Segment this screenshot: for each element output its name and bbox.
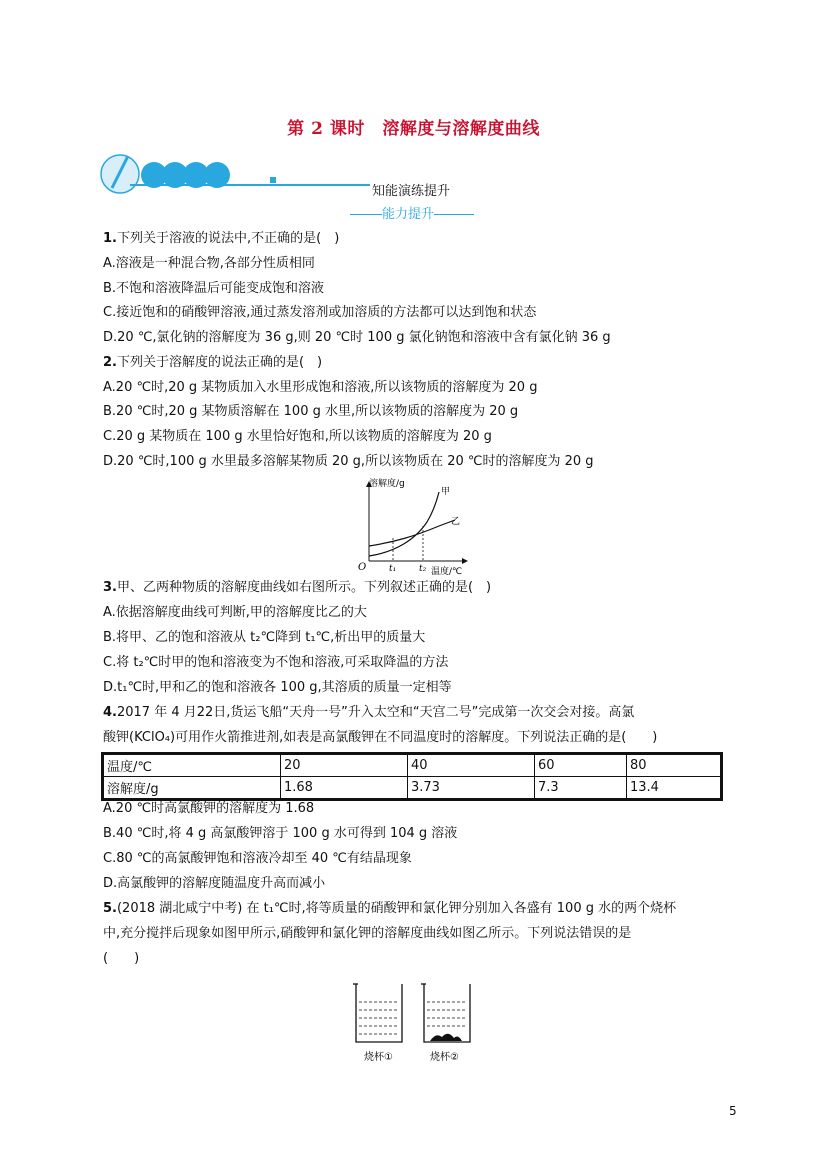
q1-option-a: A.溶液是一种混合物,各部分性质相同: [103, 256, 315, 271]
q1-option-b: B.不饱和溶液降温后可能变成饱和溶液: [103, 281, 325, 296]
page-title: 第 2 课时 溶解度与溶解度曲线: [287, 119, 540, 139]
question-5-stem-cont: 中,充分搅拌后现象如图甲所示,硝酸钾和氯化钾的溶解度曲线如图乙所示。下列说法错误的是: [103, 926, 632, 941]
beaker-2-label: 烧杯②: [430, 1052, 459, 1063]
divider: [434, 214, 474, 215]
q4-option-d: D.高氯酸钾的溶解度随温度升高而减小: [103, 876, 326, 891]
q2-option-c: C.20 g 某物质在 100 g 水里恰好饱和,所以该物质的溶解度为 20 g: [103, 429, 492, 444]
banner-logo: [98, 150, 238, 196]
question-2-stem: 2.下列关于溶解度的说法正确的是( ): [103, 355, 323, 370]
q2-option-b: B.20 ℃时,20 g 某物质溶解在 100 g 水里,所以该物质的溶解度为 20 g: [103, 404, 519, 419]
beakers-figure: [350, 980, 480, 1064]
y-axis-label: 溶解度/g: [369, 479, 405, 489]
table-cell: 13.4: [627, 777, 722, 800]
question-5-stem: 5.(2018 湖北咸宁中考) 在 t₁℃时,将等质量的硝酸钾和氯化钾分别加入各盛有 100 g 水的两个烧杯: [103, 901, 677, 916]
q1-option-d: D.20 ℃,氯化钠的溶解度为 36 g,则 20 ℃时 100 g 氯化钠饱和溶液中含有氯化钠 36 g: [103, 330, 611, 345]
table-cell: 温度/℃: [103, 754, 281, 777]
q2-option-a: A.20 ℃时,20 g 某物质加入水里形成饱和溶液,所以该物质的溶解度为 20 g: [103, 380, 538, 395]
q3-option-b: B.将甲、乙的饱和溶液从 t₂℃降到 t₁℃,析出甲的质量大: [103, 630, 426, 645]
q1-option-c: C.接近饱和的硝酸钾溶液,通过蒸发溶剂或加溶质的方法都可以达到饱和状态: [103, 305, 537, 320]
banner-square-icon: [270, 177, 276, 183]
solubility-curve-figure: [355, 478, 475, 576]
beaker-1-icon: [353, 984, 402, 1042]
q3-option-d: D.t₁℃时,甲和乙的饱和溶液各 100 g,其溶质的质量一定相等: [103, 680, 452, 695]
curve-a-label: 甲: [441, 487, 451, 497]
q4-option-c: C.80 ℃的高氯酸钾饱和溶液冷却至 40 ℃有结晶现象: [103, 851, 412, 866]
table-cell: 3.73: [408, 777, 535, 800]
table-row: [103, 754, 722, 777]
beaker-2-icon: [421, 984, 470, 1042]
q3-option-a: A.依据溶解度曲线可判断,甲的溶解度比乙的大: [103, 605, 367, 620]
table-cell: 7.3: [535, 777, 627, 800]
table-cell: 溶解度/g: [103, 777, 281, 800]
page-number: 5: [729, 1104, 737, 1118]
subtag-label: 能力提升: [382, 207, 435, 222]
question-5-stem-cont: ( ): [103, 951, 140, 966]
table-row: [103, 777, 722, 800]
table-cell: 80: [627, 754, 722, 777]
q4-option-b: B.40 ℃时,将 4 g 高氯酸钾溶于 100 g 水可得到 104 g 溶液: [103, 826, 458, 841]
t2-label: t₂: [419, 564, 427, 574]
banner-line: [130, 184, 370, 186]
t1-label: t₁: [389, 564, 397, 574]
curve-a: [369, 492, 439, 556]
table-cell: 1.68: [281, 777, 408, 800]
curve-b: [369, 520, 455, 546]
table-cell: 20: [281, 754, 408, 777]
banner-subtag: [350, 203, 474, 222]
question-1-stem: 1.下列关于溶液的说法中,不正确的是( ): [103, 231, 340, 246]
beaker-1-label: 烧杯①: [364, 1052, 393, 1063]
solubility-table: [101, 752, 723, 801]
question-4-stem: 4.2017 年 4 月22日,货运飞船“天舟一号”升入太空和“天宫二号”完成第一次交会对接。高氯: [103, 705, 635, 720]
banner-tag: 知能演练提升: [372, 184, 451, 199]
precipitate: [430, 1034, 462, 1041]
table-cell: 40: [408, 754, 535, 777]
x-axis-label: 温度/℃: [431, 567, 463, 576]
question-3-stem: 3.甲、乙两种物质的溶解度曲线如右图所示。下列叙述正确的是( ): [103, 580, 492, 595]
q2-option-d: D.20 ℃时,100 g 水里最多溶解某物质 20 g,所以该物质在 20 ℃时的溶解度为 20 g: [103, 454, 594, 469]
origin-label: O: [358, 562, 367, 573]
question-4-stem-cont: 酸钾(KClO₄)可用作火箭推进剂,如表是高氯酸钾在不同温度时的溶解度。下列说法正确的是( ): [103, 730, 658, 745]
q4-option-a: A.20 ℃时高氯酸钾的溶解度为 1.68: [103, 801, 315, 816]
table-cell: 60: [535, 754, 627, 777]
q3-option-c: C.将 t₂℃时甲的饱和溶液变为不饱和溶液,可采取降温的方法: [103, 655, 449, 670]
divider: [350, 214, 382, 215]
curve-b-label: 乙: [451, 517, 461, 527]
